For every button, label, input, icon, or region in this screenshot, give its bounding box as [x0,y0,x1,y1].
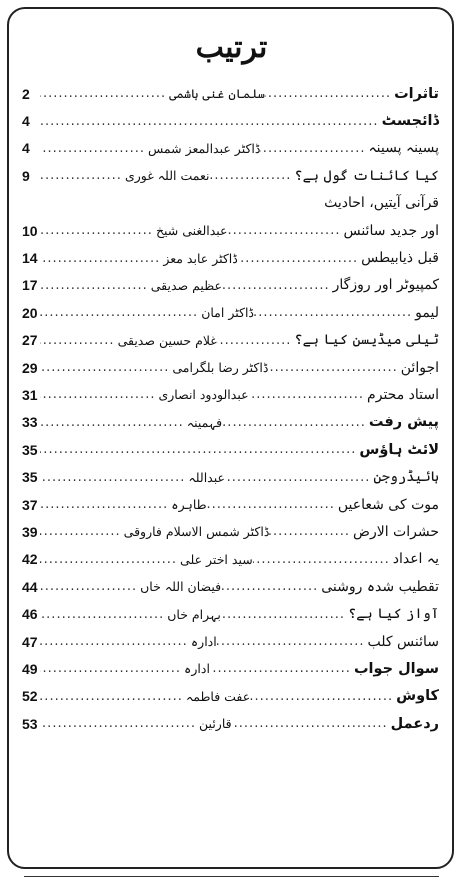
entry-author: نعمت اللہ غوری [124,168,210,184]
entry-page-number: 14 [22,250,38,267]
leader-dots [40,86,169,101]
entry-page-number: 37 [22,496,38,513]
toc-entry [22,463,439,490]
entry-author: ڈاکٹر عابد معز [163,250,238,266]
entry-author: ڈاکٹر رضا بلگرامی [172,360,269,376]
leader-dots [217,333,295,348]
toc-entry [22,327,439,354]
entry-title: اجوائن [400,359,439,376]
entry-title: استاد محترم [367,386,439,403]
entry-title: سوال جواب [353,660,439,677]
entry-author: عبداللہ [188,469,225,485]
leader-dots [225,470,373,485]
leader-dots [268,360,400,375]
entry-author: ادارہ [184,661,210,677]
leader-dots [221,579,321,594]
entry-page-number: 27 [22,332,38,349]
entry-title: تقطیب شدہ روشنی [321,578,439,595]
leader-dots [210,661,354,676]
entry-author: ڈاکٹر عبدالمعز شمس [148,140,261,156]
leader-dots [40,579,140,594]
toc-entry [22,655,439,682]
entry-author: غلام حسین صدیقی [117,332,217,348]
entry-page-number: 46 [22,606,38,623]
entry-title: لائٹ ہاؤس [359,441,439,458]
leader-dots [40,716,199,731]
toc-entry [22,135,439,162]
leader-dots [40,661,184,676]
toc-entry [22,244,439,271]
leader-dots [40,634,191,649]
leader-dots [40,251,163,266]
leader-dots [209,168,294,183]
leader-dots [250,689,396,704]
leader-dots [40,141,148,156]
toc-entry [22,573,439,600]
entry-page-number: 31 [22,386,38,403]
leader-dots [253,552,393,567]
entry-title: پسینہ پسینہ [368,140,439,157]
entry-page-number: 4 [22,140,30,157]
leader-dots [40,278,151,293]
leader-dots [221,607,348,622]
leader-dots [40,114,382,129]
entry-page-number: 17 [22,277,38,294]
leader-dots [40,387,158,402]
entry-page-number: 39 [22,523,38,540]
entry-page-number: 42 [22,551,38,568]
table-of-contents [22,80,439,737]
toc-entry [22,546,439,573]
leader-dots [254,305,415,320]
toc-entry [22,299,439,326]
entry-title: قرآنی آیتیں، احادیث [324,195,439,212]
leader-dots [40,415,187,430]
leader-dots [40,470,188,485]
entry-title: حشرات الارض [353,523,439,540]
leader-dots [40,168,125,183]
toc-entry [22,107,439,134]
entry-page-number: 44 [22,578,38,595]
leader-dots [238,251,361,266]
toc-entry [22,409,439,436]
entry-page-number: 47 [22,633,38,650]
leader-dots [40,442,359,457]
entry-page-number: 2 [22,85,30,102]
entry-author: عبدالودود انصاری [158,387,249,403]
entry-author: بہرام خاں [167,606,221,622]
toc-entry [22,518,439,545]
leader-dots [40,497,171,512]
leader-dots [217,634,368,649]
leader-dots [232,716,391,731]
entry-title: ہائیڈروجن [373,469,439,486]
entry-title: کاوش [396,688,439,705]
entry-author: ڈاکٹر شمس الاسلام فاروقی [123,524,270,540]
toc-entry [22,190,439,217]
leader-dots [260,141,368,156]
entry-author: عبدالغنی شیخ [155,223,228,239]
toc-entry [22,436,439,463]
entry-title: کیا کائنات گول ہے؟ [294,167,439,184]
leader-dots [269,524,353,539]
entry-title: ڈائجسٹ [381,113,439,130]
entry-author: سلمان غنی ہاشمی [169,86,265,102]
entry-page-number: 10 [22,222,38,239]
entry-page-number: 49 [22,660,38,677]
entry-page-number: 29 [22,359,38,376]
leader-dots [40,524,124,539]
toc-entry [22,272,439,299]
entry-author: ڈاکٹر امان [201,305,254,321]
entry-title: لیمو [415,304,439,321]
entry-author: عظیم صدیقی [150,277,222,293]
entry-title: آواز کیا ہے؟ [348,606,439,623]
toc-entry [22,710,439,737]
entry-title: کمپیوٹر اور روزگار [332,277,439,294]
leader-dots [222,278,333,293]
entry-page-number: 33 [22,414,38,431]
entry-author: عفت فاطمہ [185,688,251,704]
entry-author: سید اختر علی [180,551,253,567]
toc-entry [22,628,439,655]
leader-dots [40,689,186,704]
entry-title: پیش رفت [368,414,439,431]
leader-dots [207,497,338,512]
leader-dots [40,552,180,567]
entry-page-number: 52 [22,688,38,705]
entry-author: ادارہ [190,634,217,649]
entry-title: اور جدید سائنس [343,222,439,239]
entry-page-number: 9 [22,167,30,184]
leader-dots [265,86,394,101]
entry-page-number: 35 [22,441,38,458]
toc-entry [22,600,439,627]
entry-title: تاثرات [394,85,439,102]
bottom-rule [24,876,439,877]
leader-dots [228,223,344,238]
entry-title: ردعمل [390,715,439,732]
entry-title: موت کی شعاعیں [337,496,439,513]
entry-author: فہمینہ [186,414,223,430]
leader-dots [222,415,369,430]
entry-page-number: 53 [22,715,38,732]
leader-dots [40,305,201,320]
leader-dots [249,387,367,402]
toc-entry [22,683,439,710]
toc-entry [22,354,439,381]
leader-dots [40,333,118,348]
entry-author: قارئین [199,716,232,732]
entry-author: طاہرہ [171,497,207,513]
page-title: ترتیب [195,30,268,65]
toc-entry [22,162,439,189]
toc-entry [22,381,439,408]
leader-dots [40,223,156,238]
toc-entry [22,80,439,107]
toc-entry [22,217,439,244]
entry-author: فیضان اللہ خاں [140,579,222,595]
entry-title: ٹیلی میڈیسن کیا ہے؟ [294,332,439,349]
entry-page-number: 4 [22,113,30,130]
leader-dots [40,607,167,622]
entry-title: یہ اعداد [392,551,439,568]
leader-dots [40,360,172,375]
entry-title: قبل ذیابیطس [361,250,439,267]
toc-entry [22,491,439,518]
entry-page-number: 35 [22,469,38,486]
entry-title: سائنس کلب [367,633,439,650]
entry-page-number: 20 [22,304,38,321]
